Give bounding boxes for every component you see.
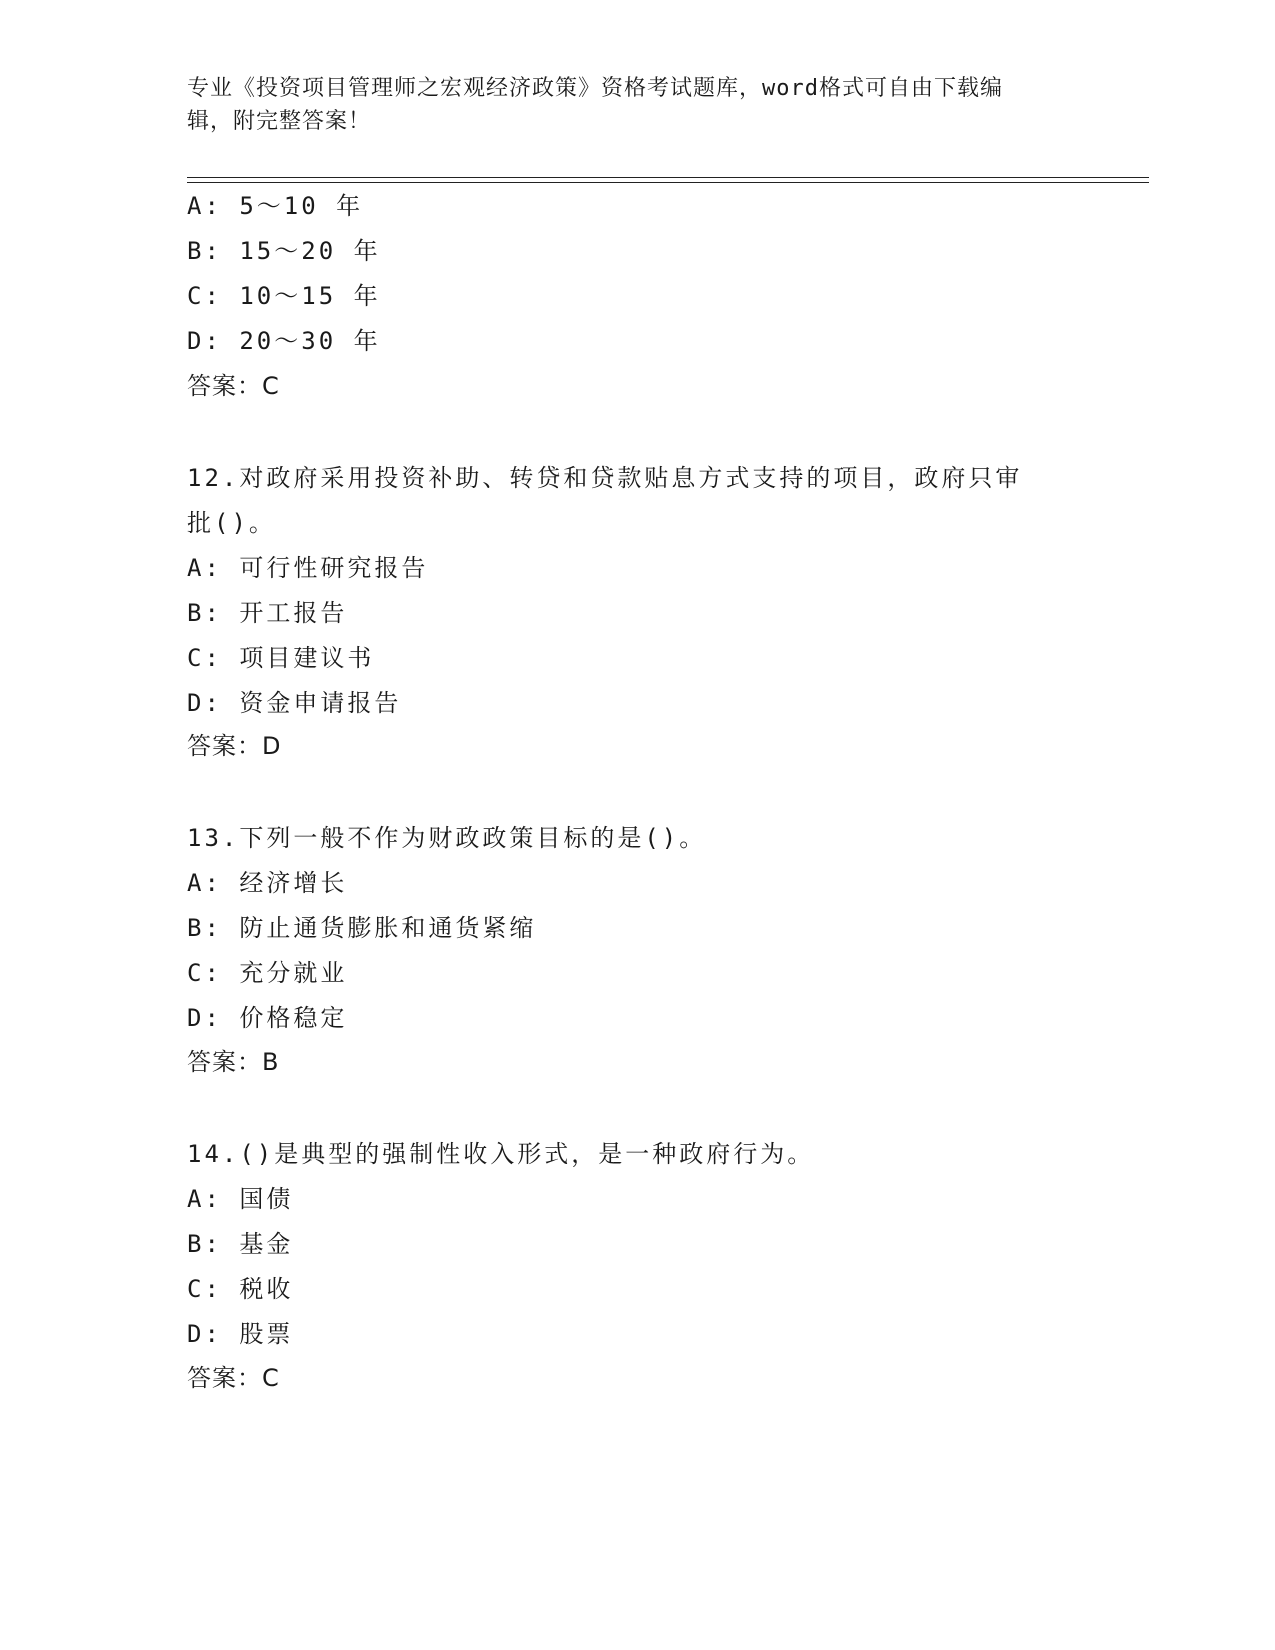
prev-answer: 答案：C — [187, 372, 280, 400]
q13-option-b: B: 防止通货膨胀和通货紧缩 — [187, 914, 537, 942]
q14-option-b: B: 基金 — [187, 1230, 294, 1258]
q12-option-a: A: 可行性研究报告 — [187, 554, 429, 582]
prev-option-a: A: 5～10 年 — [187, 192, 364, 220]
q14-answer: 答案：C — [187, 1364, 280, 1392]
header-rule-top — [187, 177, 1149, 178]
q12-stem-line-2: 批()。 — [187, 509, 276, 537]
q12-option-d: D: 资金申请报告 — [187, 689, 402, 717]
document-header — [187, 72, 1067, 138]
q14-stem: 14.()是典型的强制性收入形式，是一种政府行为。 — [187, 1140, 815, 1168]
q12-option-b: B: 开工报告 — [187, 599, 348, 627]
prev-option-d: D: 20～30 年 — [187, 327, 381, 355]
q14-option-c: C: 税收 — [187, 1275, 294, 1303]
q12-stem-line-1: 12.对政府采用投资补助、转贷和贷款贴息方式支持的项目，政府只审 — [187, 464, 1023, 492]
prev-option-c: C: 10～15 年 — [187, 282, 381, 310]
q13-stem: 13.下列一般不作为财政政策目标的是()。 — [187, 824, 707, 852]
q13-option-d: D: 价格稳定 — [187, 1004, 348, 1032]
header-line-1: 专业《投资项目管理师之宏观经济政策》资格考试题库，word格式可自由下载编 — [187, 76, 1003, 101]
q13-answer: 答案：B — [187, 1048, 280, 1076]
q12-answer: 答案：D — [187, 732, 282, 760]
prev-option-b: B: 15～20 年 — [187, 237, 381, 265]
q13-option-a: A: 经济增长 — [187, 869, 348, 897]
q14-option-d: D: 股票 — [187, 1320, 294, 1348]
q12-option-c: C: 项目建议书 — [187, 644, 375, 672]
header-line-2: 辑，附完整答案！ — [187, 109, 372, 134]
q13-option-c: C: 充分就业 — [187, 959, 348, 987]
q14-option-a: A: 国债 — [187, 1185, 294, 1213]
header-rule-bottom — [187, 182, 1149, 183]
